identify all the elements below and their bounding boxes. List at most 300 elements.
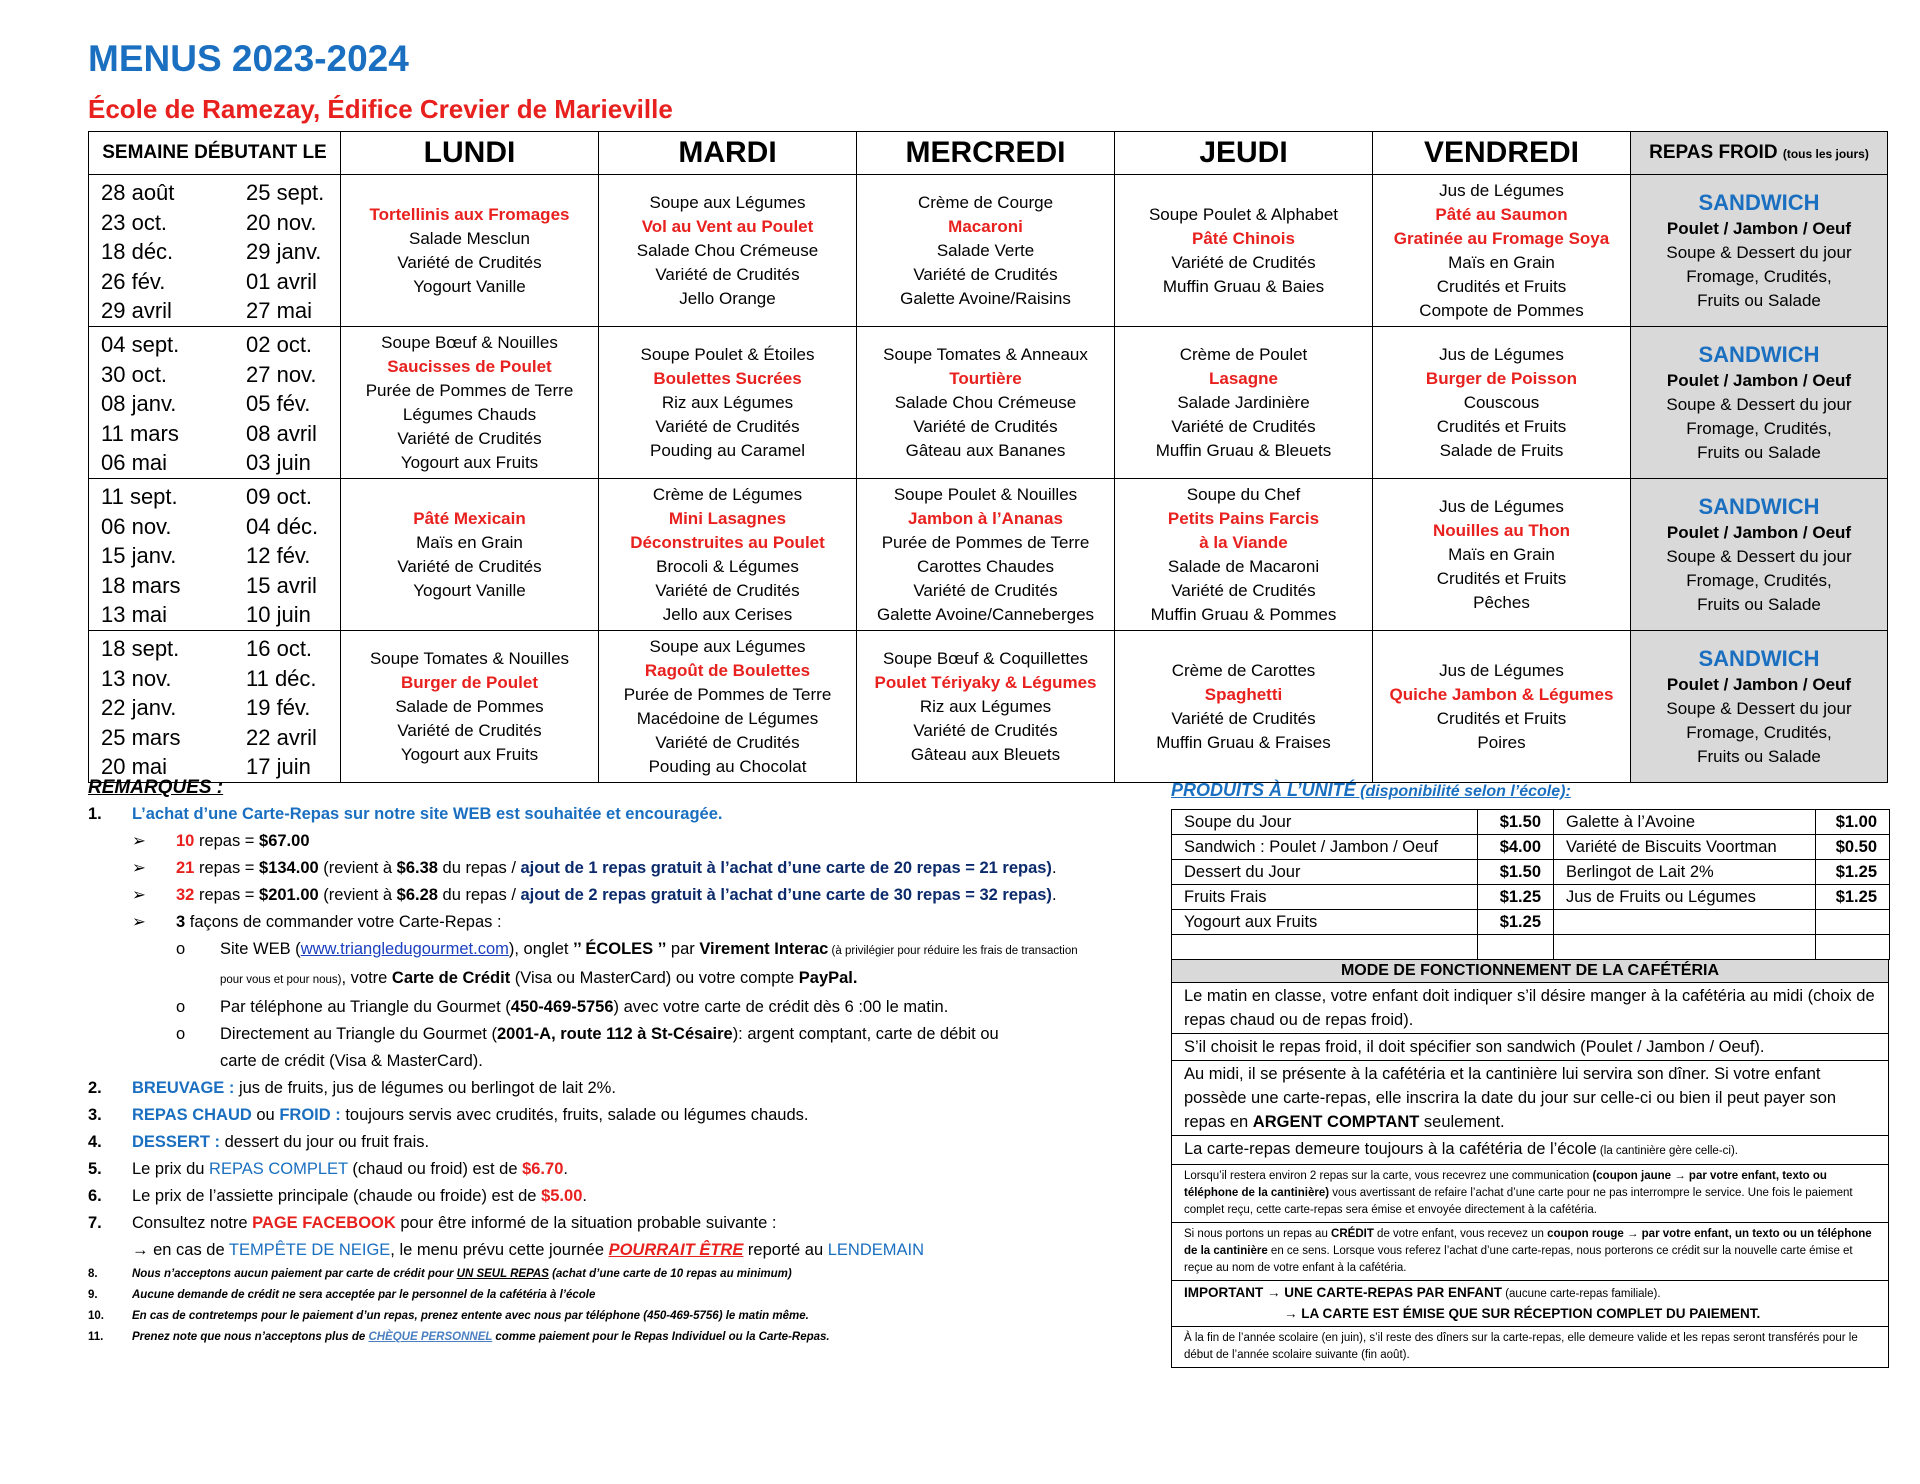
- procedure-note: Lorsqu’il restera environ 2 repas sur la carte, vous recevrez une communication (coupon jaune → par votre enfant, texto ou téléphone de la cantinière) vous avertissant de refaire l’achat d’une carte pour ne pas interrompre le service. Une fois le paiement complet reçu, cette carte-repas sera émise et envoyée directement à la cafétéria.: [1172, 1165, 1888, 1223]
- date-end: 04 déc.: [246, 513, 319, 539]
- menu-soup: Soupe Tomates & Anneaux: [883, 344, 1088, 364]
- date-end: 20 nov.: [246, 209, 317, 235]
- circle-bullet-icon: o: [176, 998, 186, 1016]
- product-name: Jus de Fruits ou Légumes: [1554, 885, 1816, 910]
- menu-side: Carottes Chaudes: [916, 556, 1055, 576]
- product-name: Galette à l’Avoine: [1554, 810, 1816, 835]
- remark-2: 2. BREUVAGE : jus de fruits, jus de légumes ou berlingot de lait 2%.: [88, 1079, 616, 1097]
- menu-side: Variété de Crudités: [1171, 252, 1316, 272]
- date-end: 05 fév.: [246, 391, 311, 416]
- menu-side: Muffin Gruau & Fraises: [1156, 732, 1331, 752]
- menu-side: Pouding au Caramel: [650, 440, 805, 460]
- cold-meal-line: Fruits ou Salade: [1697, 442, 1821, 462]
- remark-6: 6. Le prix de l’assiette principale (chaude ou froide) est de $5.00.: [88, 1187, 587, 1205]
- date-pair: [101, 664, 340, 694]
- menu-main-dish: Mini Lasagnes: [668, 508, 787, 528]
- date-start: 23 oct.: [101, 209, 168, 235]
- menu-side: Variété de Crudités: [655, 416, 800, 436]
- product-row: [1172, 860, 1890, 885]
- date-pair: [101, 512, 340, 542]
- menu-cell-mon: [341, 479, 599, 631]
- menu-side: Galette Avoine/Canneberges: [876, 604, 1095, 624]
- menu-cell-tue: [599, 175, 857, 327]
- procedure-step: S’il choisit le repas froid, il doit spécifier son sandwich (Poulet / Jambon / Oeuf).: [1172, 1034, 1888, 1061]
- menu-cell-fri: [1373, 327, 1631, 479]
- menu-main-dish: Pâté au Saumon: [1435, 204, 1568, 224]
- menu-main-dish: Pâté Mexicain: [413, 508, 526, 528]
- date-pair: [101, 693, 340, 723]
- date-start: 29 avril: [101, 298, 172, 323]
- menu-week-row: [89, 479, 1888, 631]
- price-option-10: ➢ 10 repas = $67.00: [88, 828, 1148, 855]
- order-method-phone: o Par téléphone au Triangle du Gourmet (450-469-5756) avec votre carte de crédit dès 6 :00 le matin.: [88, 994, 1148, 1021]
- products-title: PRODUITS À L’UNITÉ (disponibilité selon l’école):: [1171, 780, 1571, 800]
- col-week-start: SEMAINE DÉBUTANT LE: [89, 132, 341, 175]
- remark-8: 8. Nous n’acceptons aucun paiement par carte de crédit pour UN SEUL REPAS (achat d’une carte de 10 repas au minimum): [88, 1268, 792, 1280]
- product-name: Dessert du Jour: [1172, 860, 1478, 885]
- menu-main-dish: Burger de Poisson: [1425, 368, 1578, 388]
- menu-cell-wed: [857, 175, 1115, 327]
- product-price: $1.25: [1816, 860, 1890, 885]
- date-pair: [101, 482, 340, 512]
- menu-side: Galette Avoine/Raisins: [900, 288, 1071, 308]
- product-row: [1172, 885, 1890, 910]
- menu-side: Purée de Pommes de Terre: [881, 532, 1090, 552]
- menu-soup: Soupe Poulet & Alphabet: [1148, 204, 1339, 224]
- menu-side: Variété de Crudités: [1171, 708, 1316, 728]
- menu-side: Poires: [1477, 732, 1526, 752]
- menu-main-dish: Vol au Vent au Poulet: [641, 216, 814, 236]
- date-pair: [101, 723, 340, 753]
- remark-7-storm: → en cas de TEMPÊTE DE NEIGE, le menu prévu cette journée POURRAIT ÊTRE reporté au LENDEMAIN: [132, 1241, 925, 1259]
- menu-cell-tue: [599, 631, 857, 783]
- product-name: Soupe du Jour: [1172, 810, 1478, 835]
- menu-cell-fri: [1373, 479, 1631, 631]
- menu-cell-mon: [341, 327, 599, 479]
- col-monday: LUNDI: [341, 132, 599, 175]
- date-pair: [101, 330, 340, 360]
- menu-side: Yogourt Vanille: [413, 580, 526, 600]
- product-price: $1.25: [1478, 910, 1554, 935]
- products-panel: [1171, 777, 1889, 1368]
- menu-side: Variété de Crudités: [1171, 416, 1316, 436]
- menu-soup: Soupe Bœuf & Nouilles: [381, 332, 558, 352]
- arrow-right-icon: →: [132, 1241, 149, 1259]
- date-end: 12 fév.: [246, 543, 311, 568]
- menu-side: Variété de Crudités: [397, 428, 542, 448]
- menu-soup: Jus de Légumes: [1439, 660, 1564, 680]
- menu-side: Variété de Crudités: [655, 732, 800, 752]
- date-end: 27 nov.: [246, 361, 317, 387]
- menu-soup: Jus de Légumes: [1439, 496, 1564, 516]
- cold-meal-label: REPAS FROID: [1649, 142, 1778, 163]
- cold-meal-line: Fromage, Crudités,: [1686, 570, 1832, 590]
- week-dates: [89, 631, 341, 783]
- week-dates: [89, 175, 341, 327]
- product-row: [1172, 810, 1890, 835]
- menu-side: Yogourt Vanille: [413, 276, 526, 296]
- sandwich-options: Poulet / Jambon / Oeuf: [1666, 370, 1852, 390]
- cold-meal-line: Soupe & Dessert du jour: [1666, 698, 1852, 718]
- date-pair: [101, 178, 340, 208]
- menu-side: Muffin Gruau & Baies: [1162, 276, 1325, 296]
- procedure-title: MODE DE FONCTIONNEMENT DE LA CAFÉTÉRIA: [1172, 960, 1888, 983]
- menu-main-dish: Gratinée au Fromage Soya: [1393, 228, 1610, 248]
- menu-side: Brocoli & Légumes: [656, 556, 799, 576]
- menu-soup: Jus de Légumes: [1439, 180, 1564, 200]
- date-end: 27 mai: [246, 298, 313, 323]
- product-price: [1816, 935, 1890, 960]
- date-start: 06 mai: [101, 450, 168, 475]
- menu-soup: Soupe Tomates & Nouilles: [369, 648, 570, 668]
- menu-side: Jello Orange: [679, 288, 776, 308]
- product-name: Yogourt aux Fruits: [1172, 910, 1478, 935]
- menu-side: Crudités et Fruits: [1436, 708, 1567, 728]
- menu-soup: Soupe aux Légumes: [649, 192, 806, 212]
- date-pair: [101, 541, 340, 571]
- website-link[interactable]: www.triangledugourmet.com: [300, 940, 509, 958]
- product-name: Berlingot de Lait 2%: [1554, 860, 1816, 885]
- menu-side: Salade Verte: [936, 240, 1035, 260]
- date-pair: [101, 296, 340, 326]
- menu-side: Variété de Crudités: [913, 416, 1058, 436]
- sandwich-options: Poulet / Jambon / Oeuf: [1666, 218, 1852, 238]
- remark-1: [88, 801, 1148, 828]
- weekly-menu-table: [88, 131, 1888, 783]
- date-start: 04 sept.: [101, 332, 180, 357]
- menu-soup: Crème de Carottes: [1171, 660, 1316, 680]
- menu-side: Salade Jardinière: [1177, 392, 1310, 412]
- product-price: $1.25: [1478, 885, 1554, 910]
- cold-meal-line: Soupe & Dessert du jour: [1666, 394, 1852, 414]
- product-name: [1554, 935, 1816, 960]
- date-start: 11 sept.: [101, 484, 178, 509]
- menu-side: Variété de Crudités: [397, 720, 542, 740]
- menu-side: Salade Chou Crémeuse: [636, 240, 819, 260]
- price-option-21: ➢ 21 repas = $134.00 (revient à $6.38 du repas / ajout de 1 repas gratuit à l’achat d’une carte de 20 repas = 21 repas).: [88, 855, 1148, 882]
- procedure-step: Le matin en classe, votre enfant doit indiquer s’il désire manger à la cafétéria au midi (choix de repas chaud ou de repas froid).: [1172, 983, 1888, 1034]
- menu-side: Variété de Crudités: [397, 252, 542, 272]
- menu-side: Crudités et Fruits: [1436, 276, 1567, 296]
- menu-side: Variété de Crudités: [913, 580, 1058, 600]
- date-start: 15 janv.: [101, 543, 177, 568]
- date-start: 30 oct.: [101, 361, 168, 387]
- col-tuesday: MARDI: [599, 132, 857, 175]
- sandwich-title: SANDWICH: [1698, 645, 1820, 671]
- menu-cell-wed: [857, 479, 1115, 631]
- menu-side: Maïs en Grain: [1448, 252, 1555, 272]
- date-end: 01 avril: [246, 268, 317, 294]
- menu-cell-tue: [599, 479, 857, 631]
- menu-soup: Soupe Poulet & Nouilles: [893, 484, 1078, 504]
- menu-week-row: [89, 175, 1888, 327]
- menu-soup: Soupe aux Légumes: [649, 636, 806, 656]
- product-price: $1.25: [1816, 885, 1890, 910]
- cold-meal-line: Fromage, Crudités,: [1686, 418, 1832, 438]
- procedure-step: La carte-repas demeure toujours à la cafétéria de l’école (la cantinière gère celle-ci).: [1172, 1136, 1888, 1165]
- arrow-bullet-icon: ➢: [132, 886, 146, 904]
- cold-meal-line: Fruits ou Salade: [1697, 746, 1821, 766]
- date-end: 15 avril: [246, 572, 317, 598]
- menu-main-dish: Lasagne: [1209, 368, 1278, 388]
- remark-4: 4. DESSERT : dessert du jour ou fruit frais.: [88, 1133, 430, 1151]
- menu-header-row: [89, 132, 1888, 175]
- remark-number: 1.: [88, 805, 102, 823]
- remarks-title: REMARQUES :: [88, 777, 224, 798]
- date-pair: [101, 600, 340, 630]
- menu-main-dish: Saucisses de Poulet: [387, 356, 552, 376]
- product-name: [1554, 910, 1816, 935]
- date-start: 08 janv.: [101, 391, 177, 416]
- menu-main-dish: Poulet Tériyaky & Légumes: [874, 672, 1097, 692]
- menu-main-dish: Quiche Jambon & Légumes: [1389, 684, 1614, 704]
- menu-side: Yogourt aux Fruits: [400, 452, 539, 472]
- date-start: 25 mars: [101, 724, 181, 750]
- remark-5: 5. Le prix du REPAS COMPLET (chaud ou froid) est de $6.70.: [88, 1160, 568, 1178]
- product-price: $0.50: [1816, 835, 1890, 860]
- menu-main-dish: Petits Pains Farcis: [1167, 508, 1320, 528]
- products-table: [1171, 809, 1890, 960]
- menu-cell-mon: [341, 631, 599, 783]
- col-cold-meal: [1631, 132, 1888, 175]
- menu-side: Gâteau aux Bananes: [905, 440, 1066, 460]
- menu-side: Variété de Crudités: [397, 556, 542, 576]
- menu-side: Variété de Crudités: [913, 720, 1058, 740]
- menu-side: Jello aux Cerises: [662, 604, 793, 624]
- date-pair: [101, 389, 340, 419]
- menu-side: Variété de Crudités: [1171, 580, 1316, 600]
- menu-cell-mon: [341, 175, 599, 327]
- menu-main-dish: Macaroni: [948, 216, 1023, 236]
- menu-side: Muffin Gruau & Pommes: [1150, 604, 1337, 624]
- arrow-bullet-icon: ➢: [132, 832, 146, 850]
- menu-side: Purée de Pommes de Terre: [623, 684, 832, 704]
- remark-7: 7. Consultez notre PAGE FACEBOOK pour être informé de la situation probable suivante :: [88, 1214, 777, 1232]
- date-start: 18 mars: [101, 572, 181, 598]
- menu-cell-fri: [1373, 175, 1631, 327]
- menu-main-dish: Ragoût de Boulettes: [644, 660, 811, 680]
- circle-bullet-icon: o: [176, 1025, 186, 1043]
- product-price: $4.00: [1478, 835, 1554, 860]
- menu-cell-cold: [1631, 175, 1888, 327]
- product-price: [1478, 935, 1554, 960]
- menu-soup: Soupe Bœuf & Coquillettes: [882, 648, 1089, 668]
- order-method-store: o Directement au Triangle du Gourmet (2001-A, route 112 à St-Césaire): argent comptant, carte de débit ou carte de crédit (Visa & MasterCard).: [88, 1021, 1148, 1075]
- date-end: 29 janv.: [246, 239, 322, 264]
- date-pair: [101, 267, 340, 297]
- order-method-web: o Site WEB (www.triangledugourmet.com), onglet ’’ ÉCOLES ’’ par Virement Interac (à privilégier pour réduire les frais de transaction pour vous et pour nous), votre Carte de Crédit (Visa ou MasterCard) ou votre compte PayPal.: [88, 936, 1148, 994]
- menu-week-row: [89, 631, 1888, 783]
- date-end: 19 fév.: [246, 695, 311, 720]
- price-option-32: ➢ 32 repas = $201.00 (revient à $6.28 du repas / ajout de 2 repas gratuit à l’achat d’une carte de 30 repas = 32 repas).: [88, 882, 1148, 909]
- product-row: [1172, 935, 1890, 960]
- sandwich-title: SANDWICH: [1698, 189, 1820, 215]
- menu-soup: Soupe du Chef: [1186, 484, 1301, 504]
- menu-cell-thu: [1115, 631, 1373, 783]
- cold-meal-line: Fruits ou Salade: [1697, 290, 1821, 310]
- date-end: 22 avril: [246, 724, 317, 750]
- remark-11: 11. Prenez note que nous n’acceptons plus de CHÈQUE PERSONNEL comme paiement pour le Repas Individuel ou la Carte-Repas.: [88, 1331, 830, 1343]
- date-end: 09 oct.: [246, 484, 313, 509]
- date-pair: [101, 634, 340, 664]
- menu-side: Salade Mesclun: [409, 228, 530, 248]
- menu-side: Salade de Pommes: [395, 696, 544, 716]
- procedure-note: À la fin de l’année scolaire (en juin), s’il reste des dîners sur la carte-repas, elle demeure valide et les repas seront transférés pour le début de l’année scolaire suivante (fin août).: [1184, 1332, 1858, 1361]
- menu-side: Variété de Crudités: [913, 264, 1058, 284]
- date-start: 22 janv.: [101, 695, 177, 720]
- date-start: 18 sept.: [101, 636, 180, 661]
- menu-side: Variété de Crudités: [655, 264, 800, 284]
- col-thursday: JEUDI: [1115, 132, 1373, 175]
- cold-meal-line: Fruits ou Salade: [1697, 594, 1821, 614]
- menu-cell-wed: [857, 327, 1115, 479]
- page-title: MENUS 2023-2024: [88, 38, 409, 79]
- product-price: [1816, 910, 1890, 935]
- product-row: [1172, 835, 1890, 860]
- menu-main-dish: Nouilles au Thon: [1433, 520, 1570, 540]
- product-price: $1.50: [1478, 860, 1554, 885]
- menu-main-dish: Déconstruites au Poulet: [630, 532, 825, 552]
- menu-cell-cold: [1631, 479, 1888, 631]
- menu-side: Compote de Pommes: [1419, 300, 1584, 320]
- menu-cell-thu: [1115, 479, 1373, 631]
- product-name: Fruits Frais: [1172, 885, 1478, 910]
- menu-side: Salade de Macaroni: [1167, 556, 1320, 576]
- menu-cell-fri: [1373, 631, 1631, 783]
- cold-meal-line: Soupe & Dessert du jour: [1666, 546, 1852, 566]
- menu-cell-thu: [1115, 327, 1373, 479]
- cold-meal-line: Fromage, Crudités,: [1686, 722, 1832, 742]
- date-start: 13 nov.: [101, 665, 172, 691]
- menu-soup: Soupe Poulet & Étoiles: [640, 344, 815, 364]
- menu-main-dish: Jambon à l’Ananas: [908, 508, 1063, 528]
- date-pair: [101, 360, 340, 390]
- cold-meal-line: Fromage, Crudités,: [1686, 266, 1832, 286]
- menu-main-dish: Tortellinis aux Fromages: [369, 204, 570, 224]
- menu-side: Salade de Fruits: [1439, 440, 1564, 460]
- menu-cell-cold: [1631, 631, 1888, 783]
- sandwich-title: SANDWICH: [1698, 341, 1820, 367]
- product-name: Sandwich : Poulet / Jambon / Oeuf: [1172, 835, 1478, 860]
- date-start: 13 mai: [101, 602, 168, 627]
- date-end: 03 juin: [246, 450, 311, 475]
- col-wednesday: MERCREDI: [857, 132, 1115, 175]
- date-start: 18 déc.: [101, 239, 174, 264]
- menu-soup: Crème de Légumes: [652, 484, 803, 504]
- menu-side: Riz aux Légumes: [661, 392, 794, 412]
- menu-side: Muffin Gruau & Bleuets: [1155, 440, 1332, 460]
- menu-side: Macédoine de Légumes: [636, 708, 819, 728]
- menu-side: Pêches: [1473, 592, 1530, 612]
- cold-meal-line: Soupe & Dessert du jour: [1666, 242, 1852, 262]
- date-end: 25 sept.: [246, 180, 325, 205]
- menu-side: Crudités et Fruits: [1436, 568, 1567, 588]
- date-end: 08 avril: [246, 420, 317, 446]
- menu-side: Yogourt aux Fruits: [400, 744, 539, 764]
- menu-cell-cold: [1631, 327, 1888, 479]
- product-price: $1.50: [1478, 810, 1554, 835]
- fine-print-remarks: [88, 1264, 1148, 1348]
- menu-side: Couscous: [1463, 392, 1540, 412]
- date-start: 28 août: [101, 180, 175, 205]
- menu-cell-thu: [1115, 175, 1373, 327]
- menu-soup: Crème de Courge: [917, 192, 1054, 212]
- date-end: 16 oct.: [246, 636, 313, 661]
- menu-week-row: [89, 327, 1888, 479]
- cold-meal-note: (tous les jours): [1782, 147, 1869, 161]
- menu-soup: Crème de Poulet: [1179, 344, 1308, 364]
- date-end: 17 juin: [246, 754, 311, 779]
- menu-side: Pouding au Chocolat: [648, 756, 807, 776]
- menu-side: Salade Chou Crémeuse: [894, 392, 1077, 412]
- order-methods: ➢ 3 façons de commander votre Carte-Repas :: [88, 909, 1148, 936]
- date-start: 26 fév.: [101, 268, 166, 294]
- week-dates: [89, 479, 341, 631]
- menu-side: Gâteau aux Bleuets: [910, 744, 1061, 764]
- date-pair: [101, 419, 340, 449]
- date-start: 11 mars: [101, 420, 179, 446]
- date-end: 02 oct.: [246, 332, 313, 357]
- remark-3: 3. REPAS CHAUD ou FROID : toujours servis avec crudités, fruits, salade ou légumes chauds.: [88, 1106, 809, 1124]
- product-price: $1.00: [1816, 810, 1890, 835]
- date-start: 06 nov.: [101, 513, 172, 539]
- menu-main-dish: à la Viande: [1199, 532, 1288, 552]
- menu-main-dish: Burger de Poulet: [401, 672, 538, 692]
- remarks-section: [88, 775, 1148, 1348]
- product-row: [1172, 910, 1890, 935]
- arrow-bullet-icon: ➢: [132, 859, 146, 877]
- menu-cell-wed: [857, 631, 1115, 783]
- date-end: 10 juin: [246, 602, 311, 627]
- menu-cell-tue: [599, 327, 857, 479]
- menu-side: Purée de Pommes de Terre: [365, 380, 574, 400]
- date-end: 11 déc.: [246, 665, 317, 691]
- procedure-note: Si nous portons un repas au CRÉDIT de votre enfant, vous recevez un coupon rouge → par votre enfant, un texto ou un téléphone de la cantinière en ce sens. Lorsque vous referez l’achat d’une carte-repas, nous porterons ce crédit sur la nouvelle carte émise et reçue au nom de votre enfant à la cafétéria.: [1172, 1223, 1888, 1281]
- menu-side: Variété de Crudités: [655, 580, 800, 600]
- menu-main-dish: Boulettes Sucrées: [653, 368, 802, 388]
- product-name: Variété de Biscuits Voortman: [1554, 835, 1816, 860]
- menu-side: Maïs en Grain: [1448, 544, 1555, 564]
- school-name: École de Ramezay, Édifice Crevier de Marieville: [88, 94, 673, 124]
- circle-bullet-icon: o: [176, 940, 186, 958]
- product-name: [1172, 935, 1478, 960]
- cafeteria-procedure: [1171, 960, 1889, 1368]
- menu-side: Légumes Chauds: [402, 404, 537, 424]
- date-pair: [101, 208, 340, 238]
- date-start: 20 mai: [101, 754, 168, 779]
- date-pair: [101, 237, 340, 267]
- menu-main-dish: Spaghetti: [1204, 684, 1283, 704]
- menu-main-dish: Pâté Chinois: [1192, 228, 1295, 248]
- remark-text: L’achat d’une Carte-Repas sur notre site WEB est souhaitée et encouragée.: [132, 805, 723, 823]
- sandwich-options: Poulet / Jambon / Oeuf: [1666, 674, 1852, 694]
- menu-side: Crudités et Fruits: [1436, 416, 1567, 436]
- sandwich-title: SANDWICH: [1698, 493, 1820, 519]
- menu-side: Maïs en Grain: [416, 532, 523, 552]
- week-dates: [89, 327, 341, 479]
- procedure-step: Au midi, il se présente à la cafétéria et la cantinière lui servira son dîner. Si votre enfant possède une carte-repas, elle inscrira la date du jour sur celle-ci ou bien il peut payer son repas en ARGENT COMPTANT seulement.: [1172, 1061, 1888, 1136]
- arrow-bullet-icon: ➢: [132, 913, 146, 931]
- menu-main-dish: Tourtière: [949, 368, 1022, 388]
- important-note: IMPORTANT → UNE CARTE-REPAS PAR ENFANT (aucune carte-repas familiale). → LA CARTE EST ÉMISE QUE SUR RÉCEPTION COMPLET DU PAIEMENT.: [1172, 1281, 1888, 1327]
- remark-10: 10. En cas de contretemps pour le paiement d’un repas, prenez entente avec nous par téléphone (450-469-5756) le matin même.: [88, 1310, 809, 1322]
- menu-soup: Jus de Légumes: [1439, 344, 1564, 364]
- col-friday: VENDREDI: [1373, 132, 1631, 175]
- sandwich-options: Poulet / Jambon / Oeuf: [1666, 522, 1852, 542]
- menu-side: Riz aux Légumes: [919, 696, 1052, 716]
- date-pair: [101, 448, 340, 478]
- date-pair: [101, 571, 340, 601]
